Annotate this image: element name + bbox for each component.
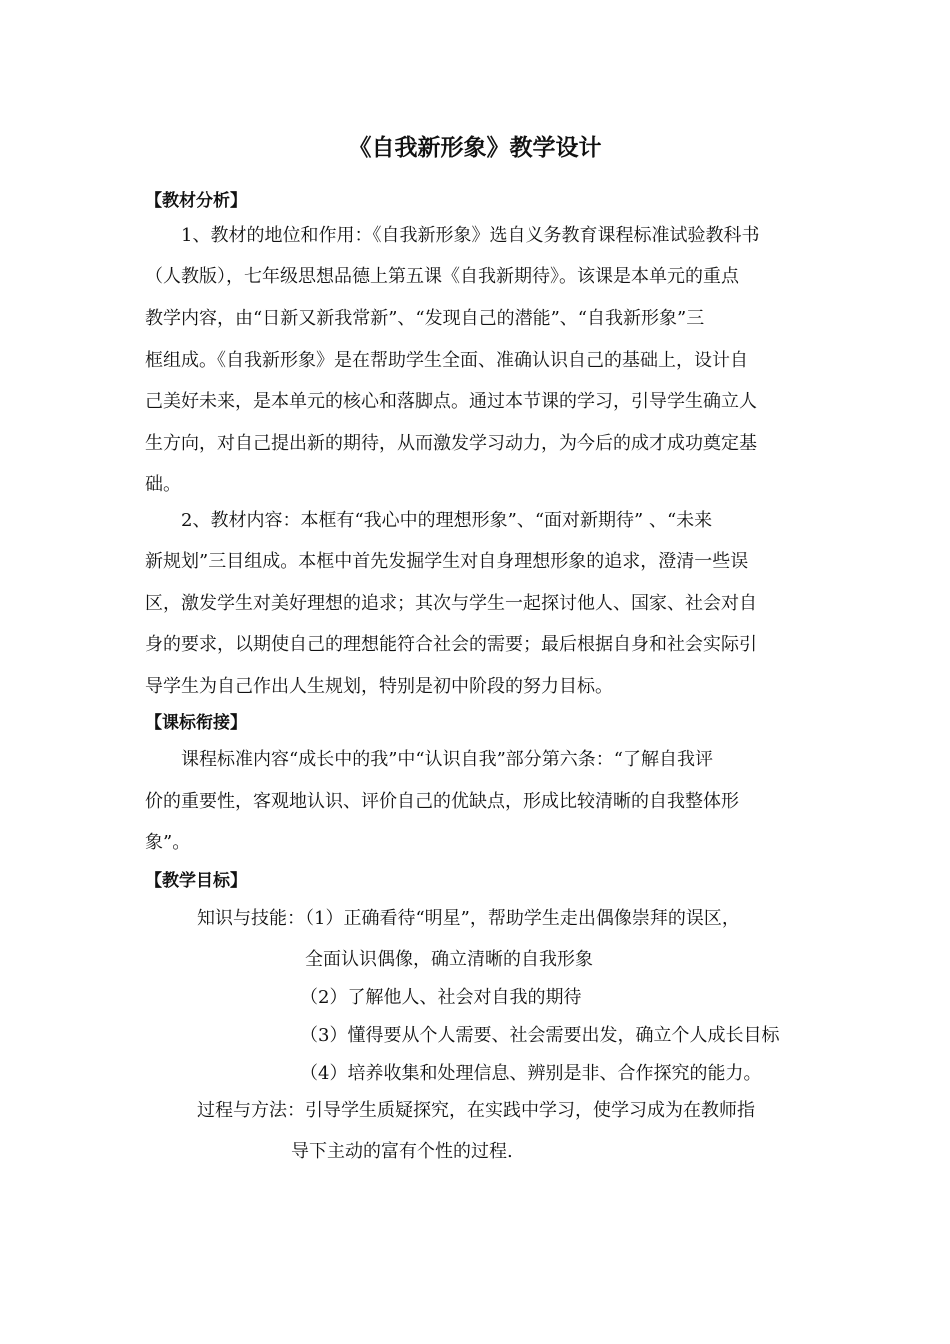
material-para2-line: 身的要求，以期使自己的理想能符合社会的需要；最后根据自身和社会实际引 — [145, 634, 757, 655]
heading-material-analysis: 【教材分析】 — [145, 191, 247, 211]
material-para1-line: 教学内容，由“日新又新我常新”、“发现自己的潜能”、“自我新形象”三 — [145, 308, 705, 329]
heading-curriculum: 【课标衔接】 — [145, 713, 247, 733]
objective-method-line: 导下主动的富有个性的过程. — [291, 1141, 513, 1162]
objective-method-line: 过程与方法：引导学生质疑探究，在实践中学习，使学习成为在教师指 — [197, 1100, 755, 1121]
material-para2-line: 区，激发学生对美好理想的追求；其次与学生一起探讨他人、国家、社会对自 — [145, 593, 757, 614]
material-para1-line: 框组成。《自我新形象》是在帮助学生全面、准确认识自己的基础上，设计自 — [145, 350, 748, 371]
curriculum-line: 象”。 — [145, 832, 191, 853]
objective-item: （4）培养收集和处理信息、辨别是非、合作探究的能力。 — [300, 1063, 762, 1084]
material-para1-line: 生方向，对自己提出新的期待，从而激发学习动力，为今后的成才成功奠定基 — [145, 433, 757, 454]
document-title: 《自我新形象》教学设计 — [348, 135, 602, 161]
material-para2-line: 2、教材内容：本框有“我心中的理想形象”、“面对新期待” 、“未来 — [181, 510, 713, 531]
material-para1-line: 己美好未来，是本单元的核心和落脚点。通过本节课的学习，引导学生确立人 — [145, 391, 757, 412]
objective-knowledge-line: 全面认识偶像，确立清晰的自我形象 — [305, 949, 593, 970]
curriculum-line: 课程标准内容“成长中的我”中“认识自我”部分第六条：“了解自我评 — [181, 749, 714, 770]
material-para1-line: 础。 — [145, 474, 181, 495]
curriculum-line: 价的重要性，客观地认识、评价自己的优缺点，形成比较清晰的自我整体形 — [145, 791, 739, 812]
material-para1-line: 1、教材的地位和作用：《自我新形象》选自义务教育课程标准试验教科书 — [181, 225, 760, 246]
objective-item: （3）懂得要从个人需要、社会需要出发，确立个人成长目标 — [300, 1025, 780, 1046]
heading-objectives: 【教学目标】 — [145, 871, 247, 891]
material-para1-line: （人教版），七年级思想品德上第五课《自我新期待》。该课是本单元的重点 — [145, 266, 739, 287]
objective-item: （2）了解他人、社会对自我的期待 — [300, 987, 582, 1008]
material-para2-line: 新规划”三目组成。本框中首先发掘学生对自身理想形象的追求，澄清一些误 — [145, 551, 749, 572]
objective-knowledge-line: 知识与技能：（1）正确看待“明星”，帮助学生走出偶像崇拜的误区， — [197, 908, 740, 929]
material-para2-line: 导学生为自己作出人生规划，特别是初中阶段的努力目标。 — [145, 676, 613, 697]
